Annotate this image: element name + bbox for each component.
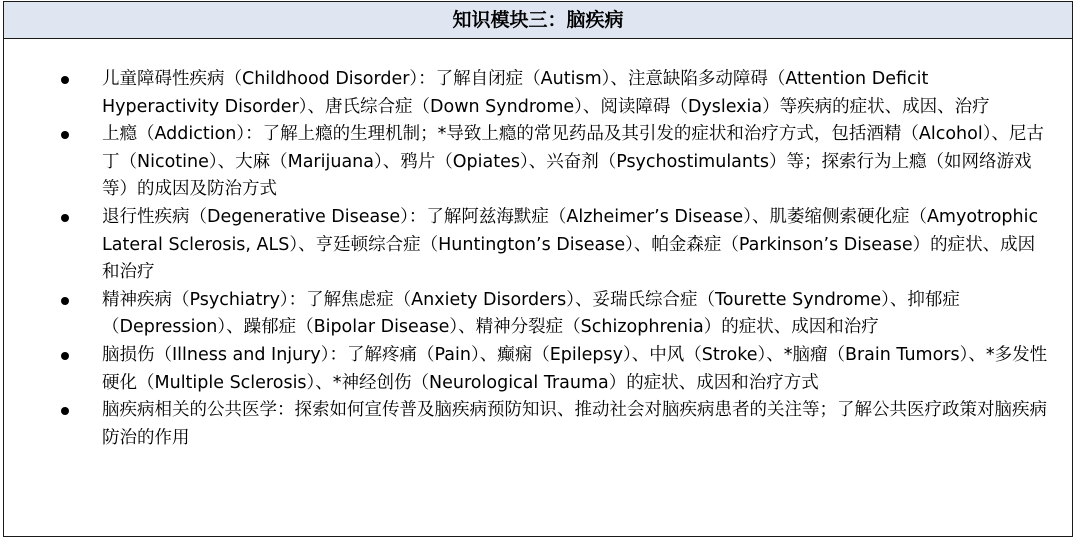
list-item-text: 退行性疾病（Degenerative Disease）：了解阿兹海默症（Alzheimer’s Disease）、肌萎缩侧索硬化症（Amyotrophic Lateral Sclerosis, ALS）、亨廷顿综合症（Huntington’s Disease）、帕金森症（Parkinson’s Disease）的症状、成因和治疗	[102, 206, 1039, 283]
list-item-text: 脑疾病相关的公共医学：探索如何宣传普及脑疾病预防知识、推动社会对脑疾病患者的关注等；了解公共医疗政策对脑疾病防治的作用	[102, 400, 1047, 448]
list-item	[4, 342, 1072, 397]
list-item	[4, 66, 1072, 121]
list-item-text: 精神疾病（Psychiatry）：了解焦虑症（Anxiety Disorders）、妥瑞氏综合症（Tourette Syndrome）、抑郁症（Depression）、躁郁症（Bipolar Disease）、精神分裂症（Schizophrenia）的症状、成因和治疗	[102, 289, 960, 338]
list-item-text: 上瘾（Addiction）：了解上瘾的生理机制；*导致上瘾的常见药品及其引发的症状和治疗方式，包括酒精（Alcohol）、尼古丁（Nicotine）、大麻（Marijuana）、鸦片（Opiates）、兴奋剂（Psychostimulants）等；探索行为上瘾（如网络游戏等）的成因及防治方式	[102, 124, 1044, 200]
content-box	[3, 1, 1073, 537]
topic-list	[4, 66, 1072, 452]
module-title: 知识模块三：脑疾病	[4, 2, 1072, 39]
bullet-icon	[61, 214, 69, 222]
list-item	[4, 397, 1072, 452]
bullet-icon	[61, 352, 69, 360]
list-item	[4, 204, 1072, 287]
bullet-icon	[61, 407, 69, 415]
list-item	[4, 287, 1072, 342]
list-item-text: 儿童障碍性疾病（Childhood Disorder）：了解自闭症（Autism）、注意缺陷多动障碍（Attention Deficit Hyperactivity Disorder）、唐氏综合症（Down Syndrome）、阅读障碍（Dyslexia）等疾病的症状、成因、治疗	[102, 69, 990, 117]
bullet-icon	[61, 131, 69, 139]
bullet-icon	[61, 297, 69, 305]
bullet-icon	[61, 76, 69, 84]
list-item	[4, 121, 1072, 204]
list-item-text: 脑损伤（Illness and Injury）：了解疼痛（Pain）、癫痫（Epilepsy）、中风（Stroke）、*脑瘤（Brain Tumors）、*多发性硬化（Multiple Sclerosis）、*神经创伤（Neurological Trauma）的症状、成因和治疗方式	[102, 344, 1048, 393]
